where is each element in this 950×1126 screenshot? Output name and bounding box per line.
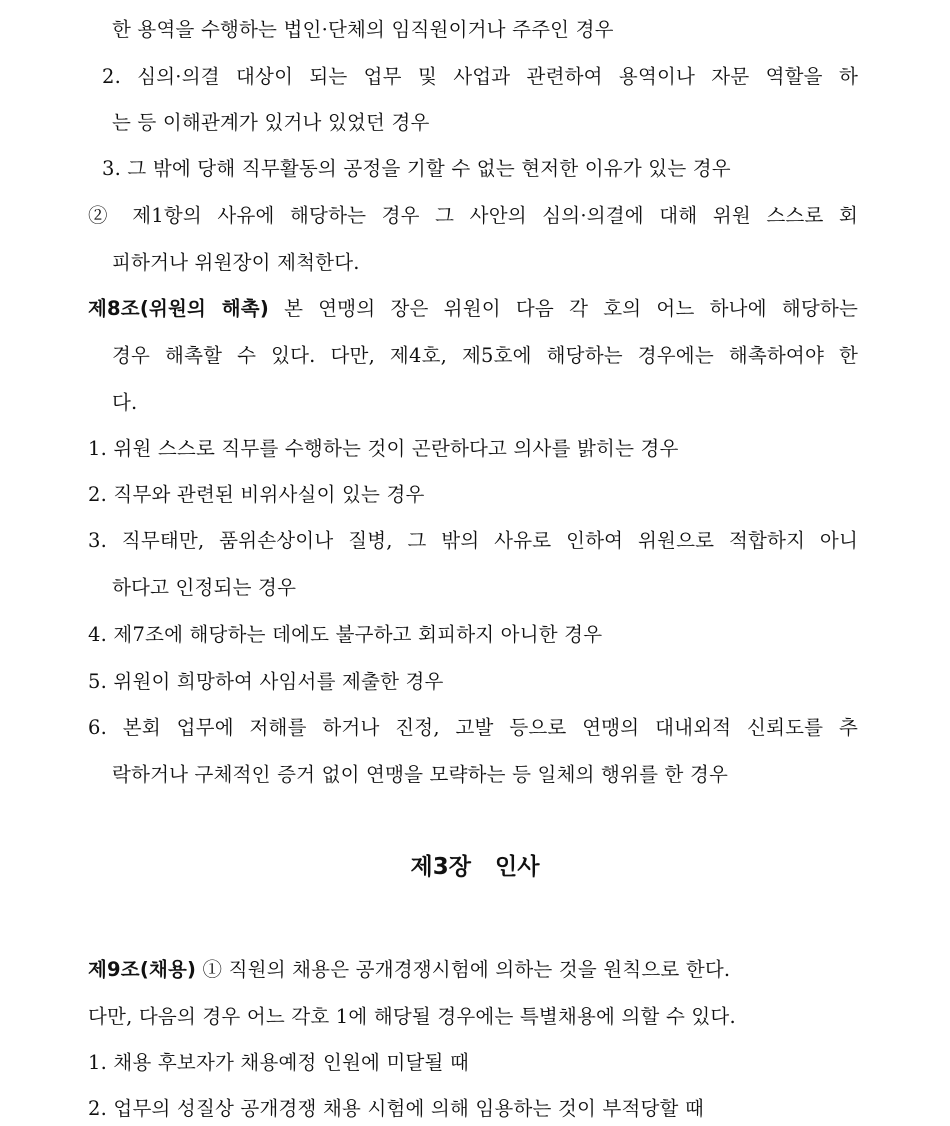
list-item: 4. 제7조에 해당하는 데에도 불구하고 회피하지 아니한 경우 bbox=[88, 623, 603, 646]
text-line: 피하거나 위원장이 제척한다. bbox=[112, 251, 360, 274]
chapter-heading: 제3장 인사 bbox=[410, 854, 540, 880]
text-line: 경우 해촉할 수 있다. 다만, 제4호, 제5호에 해당하는 경우에는 해촉하여야 한 bbox=[112, 344, 858, 367]
article-8-heading-line bbox=[88, 297, 858, 321]
list-item: 1. 위원 스스로 직무를 수행하는 것이 곤란하다고 의사를 밝히는 경우 bbox=[88, 437, 679, 460]
text-line: 는 등 이해관계가 있거나 있었던 경우 bbox=[112, 111, 430, 134]
text-line: 다. bbox=[112, 391, 138, 414]
list-item: 2. 업무의 성질상 공개경쟁 채용 시험에 의해 임용하는 것이 부적당할 때 bbox=[88, 1097, 705, 1120]
list-item: 5. 위원이 희망하여 사임서를 제출한 경우 bbox=[88, 670, 444, 693]
article-9-title: 제9조(채용) bbox=[88, 958, 197, 981]
article-8-text: 본 연맹의 장은 위원이 다음 각 호의 어느 하나에 해당하는 bbox=[268, 297, 858, 320]
list-item: 2. 심의·의결 대상이 되는 업무 및 사업과 관련하여 용역이나 자문 역할을 하 bbox=[102, 65, 858, 88]
list-item: 6. 본회 업무에 저해를 하거나 진정, 고발 등으로 연맹의 대내외적 신뢰도를 추 bbox=[88, 716, 858, 739]
text-line: 다만, 다음의 경우 어느 각호 1에 해당될 경우에는 특별채용에 의할 수 있다. bbox=[88, 1005, 736, 1028]
list-item: 2. 직무와 관련된 비위사실이 있는 경우 bbox=[88, 483, 425, 506]
text-line: 한 용역을 수행하는 법인·단체의 임직원이거나 주주인 경우 bbox=[112, 18, 614, 41]
article-9-text: ① 직원의 채용은 공개경쟁시험에 의하는 것을 원칙으로 한다. bbox=[196, 958, 731, 981]
list-item: 3. 그 밖에 당해 직무활동의 공정을 기할 수 없는 현저한 이유가 있는 경우 bbox=[102, 157, 731, 180]
list-item: 1. 채용 후보자가 채용예정 인원에 미달될 때 bbox=[88, 1051, 470, 1074]
paragraph-item: ② 제1항의 사유에 해당하는 경우 그 사안의 심의·의결에 대해 위원 스스로 회 bbox=[88, 204, 858, 227]
text-line: 락하거나 구체적인 증거 없이 연맹을 모략하는 등 일체의 행위를 한 경우 bbox=[112, 763, 729, 786]
text-line: 하다고 인정되는 경우 bbox=[112, 576, 297, 599]
list-item: 3. 직무태만, 품위손상이나 질병, 그 밖의 사유로 인하여 위원으로 적합하지 아니 bbox=[88, 529, 858, 552]
article-8-title: 제8조(위원의 해촉) bbox=[88, 297, 269, 320]
article-9-heading-line bbox=[88, 958, 730, 982]
